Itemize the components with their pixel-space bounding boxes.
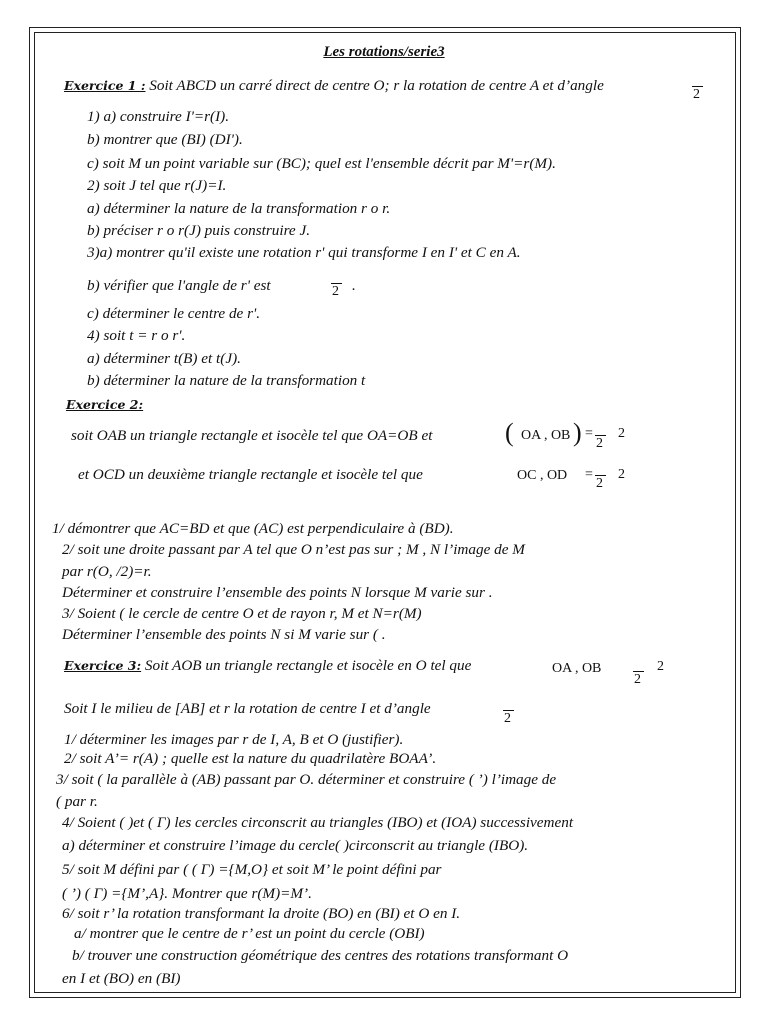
ex3-line-2: Soit I le milieu de [AB] et r la rotation de centre I et d’angle [64, 700, 431, 717]
ex3-body-9: 6/ soit r’ la rotation transformant la droite (BO) en (BI) et O en I. [62, 905, 461, 922]
ex2-line-2: et OCD un deuxième triangle rectangle et isocèle tel que [78, 466, 423, 483]
ex3-body-3: 3/ soit ( la parallèle à (AB) passant par O. déterminer et construire ( ’) l’image de [56, 771, 557, 788]
ex2-body-4: Déterminer et construire l’ensemble des points N lorsque M varie sur . [62, 584, 493, 601]
ex3-body-7: 5/ soit M défini par ( ( Γ) ={M,O} et soit M’ le point défini par [62, 861, 442, 878]
ex3-body-1: 1/ déterminer les images par r de I, A, B et O (justifier). [64, 731, 404, 748]
ex2-den-1: 2 [596, 436, 603, 451]
ex3-body-12: en I et (BO) en (BI) [62, 970, 181, 987]
ex1-line-11: b) déterminer la nature de la transformation t [87, 372, 366, 389]
ex1-line-8: c) déterminer le centre de r'. [87, 305, 261, 322]
ex2-body-2: 2/ soit une droite passant par A tel que O n’est pas sur ; M , N l’image de M [62, 541, 525, 558]
ex3-body-5: 4/ Soient ( )et ( Γ) les cercles circonscrit au triangles (IBO) et (IOA) successivement [62, 814, 574, 831]
ex1-line-7: 3)a) montrer qu'il existe une rotation r' qui transforme I en I' et C en A. [87, 244, 521, 261]
ex1-verify-line: b) vérifier que l'angle de r' est [87, 277, 271, 294]
ex3-body-4: ( par r. [56, 793, 98, 810]
ex1-line-1: 1) a) construire I'=r(I). [87, 108, 229, 125]
ex3-body-10: a/ montrer que le centre de r’ est un point du cercle (OBI) [74, 925, 425, 942]
ex2-vec1: OA , OB [521, 428, 571, 443]
ex2-heading: Exercice 2: [66, 397, 144, 412]
ex3-den-2: 2 [504, 711, 511, 726]
ex1-intro: Soit ABCD un carré direct de centre O; r la rotation de centre A et d’angle [149, 77, 604, 94]
ex1-heading: Exercice 1 : [64, 78, 146, 93]
ex1-verify-den: 2 [332, 284, 339, 299]
ex3-heading: Exercice 3: [64, 658, 142, 673]
ex1-line-4: 2) soit J tel que r(J)=I. [87, 177, 227, 194]
ex3-intro: Soit AOB un triangle rectangle et isocèle en O tel que [144, 657, 472, 674]
ex1-angle-den: 2 [693, 87, 700, 102]
ex2-den-2: 2 [596, 476, 603, 491]
ex2-body-3: par r(O, /2)=r. [62, 563, 152, 580]
ex1-intro-line [64, 77, 604, 95]
ex3-body-2: 2/ soit A’= r(A) ; quelle est la nature du quadrilatère BOAA’. [64, 750, 437, 767]
page-title: Les rotations/serie3 [323, 44, 445, 60]
ex3-body-11: b/ trouver une construction géométrique des centres des rotations transformant O [72, 947, 569, 964]
ex2-body-5: 3/ Soient ( le cercle de centre O et de rayon r, M et N=r(M) [62, 605, 422, 622]
ex2-eq1: = [585, 426, 593, 441]
ex2-eq2: = [585, 467, 593, 482]
ex2-mod-1: 2 [618, 426, 625, 441]
ex3-line-1 [64, 657, 471, 675]
ex3-body-8: ( ’) ( Γ) ={M’,A}. Montrer que r(M)=M’. [62, 885, 312, 902]
ex3-den-1: 2 [634, 672, 641, 687]
ex2-mod-2: 2 [618, 467, 625, 482]
ex1-line-3: c) soit M un point variable sur (BC); quel est l'ensemble décrit par M'=r(M). [87, 155, 556, 172]
ex3-vec: OA , OB [552, 661, 602, 676]
ex2-body-6: Déterminer l’ensemble des points N si M varie sur ( . [62, 626, 386, 643]
ex2-vec1-paren-right: ) [573, 418, 582, 447]
ex3-body-6: a) déterminer et construire l’image du cercle( )circonscrit au triangle (IBO). [62, 837, 529, 854]
ex1-line-9: 4) soit t = r o r'. [87, 327, 186, 344]
ex1-line-6: b) préciser r o r(J) puis construire J. [87, 222, 310, 239]
ex2-body-1: 1/ démontrer que AC=BD et que (AC) est perpendiculaire à (BD). [52, 520, 454, 537]
ex3-mod: 2 [657, 659, 664, 674]
ex2-line-1: soit OAB un triangle rectangle et isocèle tel que OA=OB et [71, 427, 433, 444]
ex2-vec1-paren-left: ( [505, 418, 514, 447]
ex2-vec2: OC , OD [517, 468, 568, 483]
ex1-line-5: a) déterminer la nature de la transformation r o r. [87, 200, 391, 217]
ex1-verify-end: . [352, 277, 356, 294]
ex1-line-2: b) montrer que (BI) (DI'). [87, 131, 243, 148]
ex1-line-10: a) déterminer t(B) et t(J). [87, 350, 241, 367]
ex2-heading-line [66, 396, 143, 414]
